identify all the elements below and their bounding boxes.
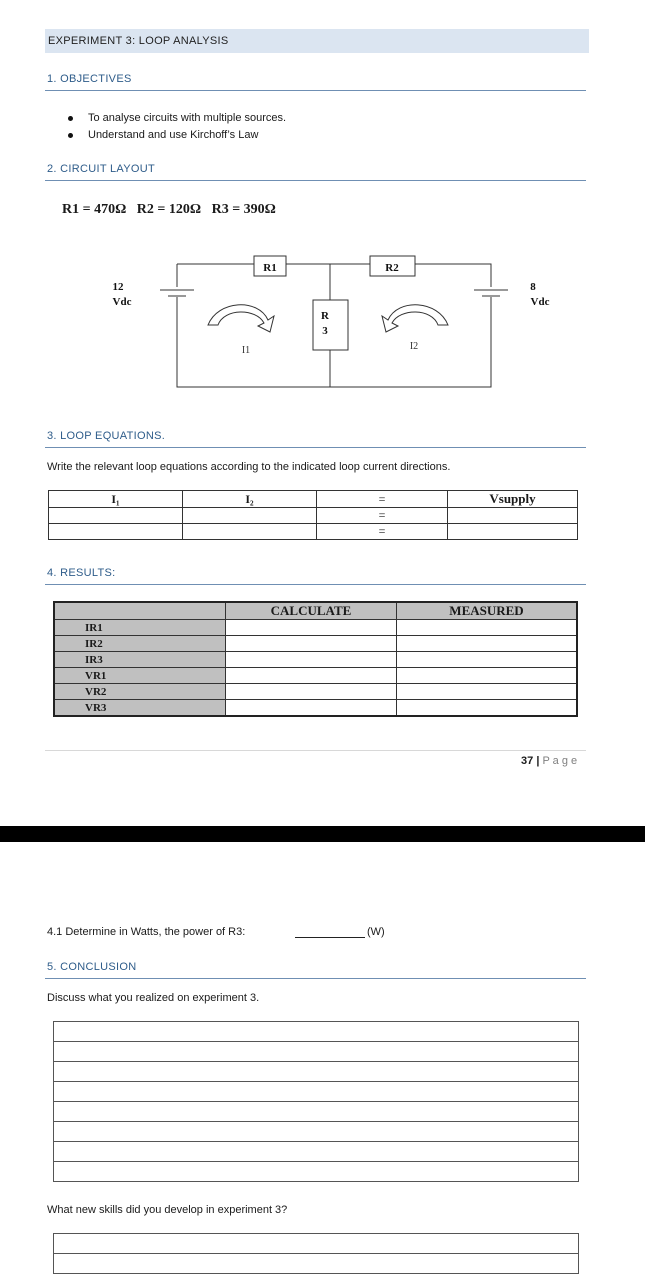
equals-cell: = — [317, 508, 448, 524]
header-i2: I₂ — [183, 491, 317, 508]
objective-item-2: Understand and use Kirchoff’s Law — [68, 129, 258, 141]
page-separator: | — [536, 755, 540, 767]
measured-cell[interactable] — [397, 700, 578, 717]
page-word: P a g e — [542, 755, 578, 767]
source-left-value: 12 — [112, 281, 124, 293]
answer-box-1[interactable] — [53, 1021, 579, 1182]
results-heading: 4. RESULTS: — [47, 567, 116, 579]
table-row — [49, 491, 578, 508]
answer-line[interactable] — [54, 1122, 579, 1142]
footer-rule — [45, 750, 586, 751]
loop-arrow-i2-icon — [382, 305, 448, 332]
header-equals: = — [317, 491, 448, 508]
source-right-unit: Vdc — [530, 296, 550, 308]
corner-cell — [54, 602, 226, 620]
row-label: IR1 — [54, 620, 226, 636]
power-question: 4.1 Determine in Watts, the power of R3: — [47, 926, 246, 938]
cell[interactable] — [49, 524, 183, 540]
measured-cell[interactable] — [397, 668, 578, 684]
conclusion-rule — [45, 978, 586, 979]
row-label: VR1 — [54, 668, 226, 684]
table-row — [54, 668, 577, 684]
answer-line[interactable] — [54, 1142, 579, 1162]
conclusion-heading: 5. CONCLUSION — [47, 961, 137, 973]
page-title: EXPERIMENT 3: LOOP ANALYSIS — [48, 35, 229, 47]
loop-arrow-i1-icon — [208, 305, 274, 332]
conclusion-question-1: Discuss what you realized on experiment 3. — [47, 992, 260, 1004]
objective-item-1: To analyse circuits with multiple sources. — [68, 112, 286, 124]
current-i2-label: I2 — [409, 341, 419, 352]
top-wire — [177, 264, 491, 287]
row-label: VR3 — [54, 700, 226, 717]
cell[interactable] — [448, 508, 578, 524]
cell[interactable] — [448, 524, 578, 540]
calculate-cell[interactable] — [226, 668, 397, 684]
results-rule — [45, 584, 586, 585]
calculate-cell[interactable] — [226, 684, 397, 700]
calculate-cell[interactable] — [226, 636, 397, 652]
loop-equations-heading: 3. LOOP EQUATIONS. — [47, 430, 166, 442]
table-row — [54, 602, 577, 620]
row-label: VR2 — [54, 684, 226, 700]
loop-equations-instruction: Write the relevant loop equations according to the indicated loop current directions. — [47, 461, 451, 473]
table-row — [49, 508, 578, 524]
r2-label: R2 — [385, 262, 399, 274]
resistor-values: R1 = 470Ω R2 = 120Ω R3 = 390Ω — [62, 202, 276, 217]
answer-line[interactable] — [54, 1162, 579, 1182]
source-right-value: 8 — [530, 281, 536, 293]
results-table — [53, 601, 578, 717]
answer-line[interactable] — [54, 1102, 579, 1122]
circuit-heading: 2. CIRCUIT LAYOUT — [47, 163, 155, 175]
calculate-cell[interactable] — [226, 620, 397, 636]
table-row — [54, 636, 577, 652]
table-row — [54, 620, 577, 636]
measured-cell[interactable] — [397, 620, 578, 636]
current-i1-label: I1 — [241, 345, 251, 356]
answer-line[interactable] — [54, 1082, 579, 1102]
calculate-cell[interactable] — [226, 652, 397, 668]
calculate-cell[interactable] — [226, 700, 397, 717]
page-divider — [0, 826, 645, 842]
loop-equations-table — [48, 490, 578, 540]
circuit-rule — [45, 180, 586, 181]
source-left-unit: Vdc — [112, 296, 132, 308]
answer-line[interactable] — [54, 1062, 579, 1082]
objectives-rule — [45, 90, 586, 91]
cell[interactable] — [183, 508, 317, 524]
answer-line[interactable] — [54, 1042, 579, 1062]
power-answer-line[interactable] — [295, 937, 365, 938]
cell[interactable] — [183, 524, 317, 540]
calculate-header: CALCULATE — [226, 602, 397, 620]
conclusion-question-2: What new skills did you develop in experiment 3? — [47, 1204, 288, 1216]
page-footer — [521, 755, 577, 767]
answer-line[interactable] — [54, 1022, 579, 1042]
r1-label: R1 — [263, 262, 277, 274]
answer-line[interactable] — [54, 1234, 579, 1254]
r3-label-bottom: 3 — [322, 325, 328, 337]
r3-label-top: R — [321, 310, 329, 322]
answer-box-2[interactable] — [53, 1233, 579, 1274]
circuit-diagram — [100, 250, 570, 400]
page-number: 37 — [521, 755, 534, 767]
loop-equations-rule — [45, 447, 586, 448]
bullet-icon — [68, 116, 73, 121]
bullet-icon — [68, 133, 73, 138]
power-unit: (W) — [367, 926, 385, 938]
measured-cell[interactable] — [397, 636, 578, 652]
answer-line[interactable] — [54, 1254, 579, 1274]
header-vsupply: Vsupply — [448, 491, 578, 508]
measured-cell[interactable] — [397, 652, 578, 668]
measured-cell[interactable] — [397, 684, 578, 700]
table-row — [54, 684, 577, 700]
header-i1: I₁ — [49, 491, 183, 508]
row-label: IR3 — [54, 652, 226, 668]
table-row — [54, 652, 577, 668]
cell[interactable] — [49, 508, 183, 524]
table-row — [49, 524, 578, 540]
measured-header: MEASURED — [397, 602, 578, 620]
objectives-heading: 1. OBJECTIVES — [47, 73, 132, 85]
resistor-r3 — [313, 300, 348, 350]
equals-cell: = — [317, 524, 448, 540]
table-row — [54, 700, 577, 717]
row-label: IR2 — [54, 636, 226, 652]
